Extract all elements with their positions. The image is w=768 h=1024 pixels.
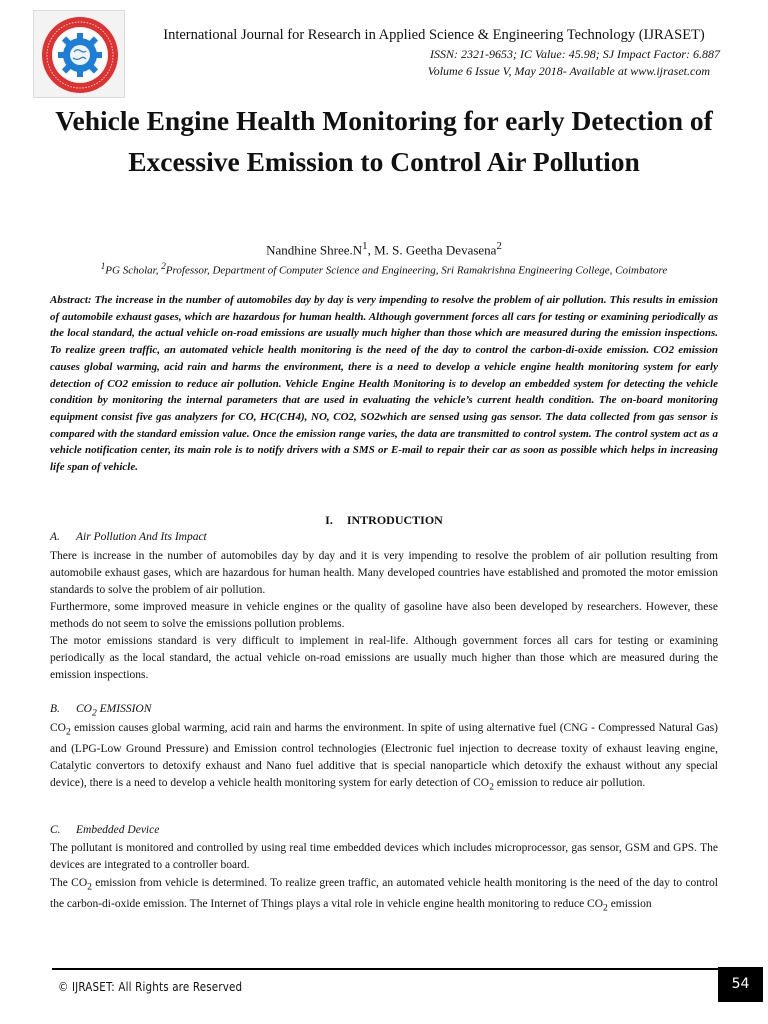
footer-copyright: © IJRASET: All Rights are Reserved [58, 980, 243, 994]
paragraph [50, 720, 718, 795]
paragraph: The pollutant is monitored and controlled by using real time embedded devices which includes microprocessor, gas sensor, GSM and GPS. The devices are integrated to a controller board. [50, 842, 718, 872]
subscript: 2 [65, 726, 71, 738]
text-run: emission to reduce air pollution. [493, 776, 646, 789]
journal-name: International Journal for Research in Applied Science & Engineering Technology (IJRASET) [163, 27, 705, 43]
abstract: Abstract: The increase in the number of automobiles day by day is very impending to resolve the problem of air pollution. This results in emission of automobile exhaust gases, which are hazardous for human health. Although government forces all cars for testing or examining periodically as the local standard, the actual vehicle on-road emissions are usually much higher than those which are measured during the emission inspections. To realize green traffic, an automated vehicle health monitoring is the need of the day to control the carbon-di-oxide emission. CO2 emission causes global warming, acid rain and harms the environment, there is a need to develop a vehicle engine health monitoring system for early detection of CO2 emission to reduce air pollution. Vehicle Engine Health Monitoring is to develop an embedded system for detecting the vehicle condition by monitoring the internal parameters that are used in evaluating the vehicle’s current health condition. The on-board monitoring equipment consist five gas analyzers for CO, HC(CH4), NO, CO2, SO2which are sensed using gas sensor. The data collected from gas sensor is compared with the standard emission value. Once the emission range varies, the data are transmitted to control system. The control system act as a vehicle notification center, its main role is to notify drivers with a SMS or E-mail to repair their car as soon as possible which helps in increasing life span of vehicle. [50, 294, 718, 474]
subsection-heading [50, 703, 151, 718]
subscript: 2 [91, 707, 97, 719]
affil-sup: 2 [161, 261, 166, 271]
affil-role: PG Scholar, [105, 264, 162, 277]
page-number: 54 [718, 967, 763, 1002]
text-run: CO [50, 722, 66, 734]
journal-logo [33, 10, 125, 98]
author-sup: 2 [496, 240, 502, 252]
subscript: 2 [87, 881, 92, 893]
subsection-title: Air Pollution And Its Impact [76, 531, 207, 543]
subsection-title-post: EMISSION [96, 703, 152, 715]
paragraph: Furthermore, some improved measure in vehicle engines or the quality of gasoline have also been developed by researchers. However, these methods do not seem to solve the emissions pollution problems. [50, 601, 718, 631]
text-run: emission causes global warming, acid rain and harms the environment. In spite of using alternative fuel (CNG - Compressed Natural Gas) and (LPG-Low Ground Pressure) and Emission control technologies (Electronic fuel injection to decrease toxity of exhaust leaving engine, Catalytic convertors to detoxify exhaust and Nano fuel additive that is special nanoparticle which detoxify the exhaust without any special device), there is a need to develop a vehicle health monitoring system for early detection of CO [50, 722, 718, 789]
text-run: emission from vehicle is determined. To realize green traffic, an automated vehicle health monitoring is the need of the day to control the carbon-di-oxide emission. The Internet of Things plays a vital role in vehicle engine health monitoring to reduce CO [50, 877, 718, 910]
subscript: 2 [489, 781, 494, 793]
paragraph [50, 875, 718, 916]
section-title: INTRODUCTION [346, 513, 443, 527]
subsection-heading [50, 824, 159, 836]
paper-affiliation [40, 261, 728, 277]
paper-authors [40, 240, 728, 258]
author-name: M. S. Geetha Devasena [374, 242, 497, 258]
paragraph: There is increase in the number of automobiles day by day and it is very impending to resolve the problem of air pollution resulting from automobile exhaust gases, which are hazardous for human health. Many developed countries have established and promoted the motor emission standards to solve the problem of air pollution. [50, 550, 718, 597]
subsection-title-pre: CO [76, 703, 92, 715]
footer-divider [52, 968, 718, 970]
author-sup: 1 [362, 240, 368, 252]
author-separator: , [367, 242, 375, 258]
journal-volume: Volume 6 Issue V, May 2018- Available at www.ijraset.com [427, 64, 710, 78]
subsection-letter: C. [50, 824, 61, 836]
subsection-title: Embedded Device [76, 824, 160, 836]
text-run: The CO [50, 877, 88, 889]
subsection-heading [50, 531, 207, 543]
section-number: I. [325, 513, 333, 527]
subscript: 2 [603, 901, 608, 913]
paragraph: The motor emissions standard is very difficult to implement in real-life. Although government forces all cars for testing or examining periodically as the local standard, the actual vehicle on-road emissions are usually much higher than those which are measured during the emission inspections. [50, 635, 718, 682]
subsection-letter: A. [50, 531, 60, 543]
journal-issn: ISSN: 2321-9653; IC Value: 45.98; SJ Impact Factor: 6.887 [430, 47, 720, 61]
text-run: emission [607, 897, 652, 910]
paper-title: Vehicle Engine Health Monitoring for early Detection of Excessive Emission to Control Air Pollution [55, 105, 713, 177]
section-heading [40, 513, 728, 528]
journal-seal-icon [34, 11, 126, 99]
subsection-letter: B. [50, 703, 60, 715]
affil-sup: 1 [100, 261, 106, 271]
author-name: Nandhine Shree.N [266, 242, 363, 258]
affil-text: Professor, Department of Computer Science and Engineering, Sri Ramakrishna Engineering College, Coimbatore [165, 264, 668, 277]
